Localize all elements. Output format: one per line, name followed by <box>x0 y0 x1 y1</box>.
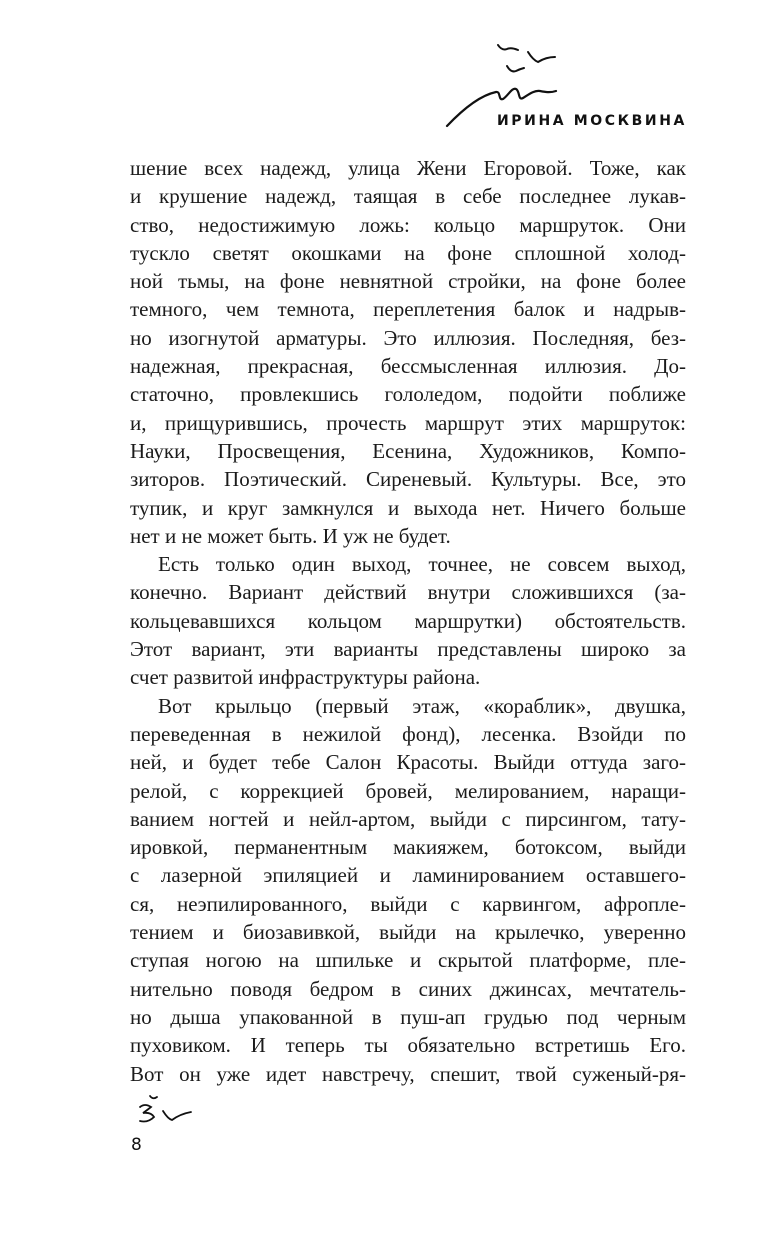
text-line: и, прищурившись, прочесть маршрут этих маршруток: <box>130 410 686 435</box>
text-line: тускло светят окошками на фоне сплошной холод- <box>130 240 686 265</box>
text-line: ступая ногою на шпильке и скрытой платформе, пле- <box>130 948 686 973</box>
paragraph <box>130 550 686 691</box>
text-line: нет и не может быть. И уж не будет. <box>130 523 451 548</box>
text-line: переведенная в нежилой фонд), лесенка. Взойди по <box>130 721 686 746</box>
text-line: ной тьмы, на фоне невнятной стройки, на фоне более <box>130 269 686 294</box>
text-line: счет развитой инфраструктуры района. <box>130 665 481 690</box>
paragraph <box>130 692 686 1088</box>
text-line: Вот он уже идет навстречу, спешит, твой суженый-ря- <box>130 1061 686 1086</box>
text-line: но изогнутой арматуры. Это иллюзия. Последняя, без- <box>130 325 686 350</box>
text-line: но дыша упакованной в пуш-ап грудью под черным <box>130 1004 686 1029</box>
text-line: тением и биозавивкой, выйди на крылечко, уверенно <box>130 920 686 945</box>
text-line: ировкой, перманентным макияжем, ботоксом, выйди <box>130 835 686 860</box>
text-line: надежная, прекрасная, бессмысленная иллюзия. До- <box>130 354 686 379</box>
text-line: Вот крыльцо (первый этаж, «кораблик», двушка, <box>158 693 686 718</box>
text-line: Есть только один выход, точнее, не совсем выход, <box>158 552 686 577</box>
page-number: 8 <box>131 1135 142 1155</box>
running-header <box>0 0 768 150</box>
text-line: ванием ногтей и нейл-артом, выйди с пирсингом, тату- <box>130 806 686 831</box>
body-text <box>130 154 686 1088</box>
text-line: Этот вариант, эти варианты представлены широко за <box>130 637 686 662</box>
text-line: конечно. Вариант действий внутри сложившихся (за- <box>130 580 686 605</box>
text-line: нительно поводя бедром в синих джинсах, мечтатель- <box>130 976 686 1001</box>
text-line: пуховиком. И теперь ты обязательно встретишь Его. <box>130 1033 686 1058</box>
author-name: ИРИНА МОСКВИНА <box>496 113 687 129</box>
text-line: шение всех надежд, улица Жени Егоровой. Тоже, как <box>130 156 686 180</box>
text-line: с лазерной эпиляцией и ламинированием оставшего- <box>130 863 686 888</box>
text-line: статочно, провлекшись гололедом, подойти поближе <box>130 382 686 407</box>
text-line: кольцевавшихся кольцом маршрутки) обстоятельств. <box>130 608 686 633</box>
bird-ornament-icon <box>130 1090 200 1130</box>
paragraph <box>130 154 686 550</box>
text-line: Науки, Просвещения, Есенина, Художников, Компо- <box>130 438 686 463</box>
text-line: релой, с коррекцией бровей, мелированием, наращи- <box>130 778 686 803</box>
text-line: ней, и будет тебе Салон Красоты. Выйди оттуда заго- <box>130 750 686 775</box>
text-line: и крушение надежд, таящая в себе последнее лукав- <box>130 184 686 209</box>
text-line: темного, чем темнота, переплетения балок и надрыв- <box>130 297 686 322</box>
text-line: ся, неэпилированного, выйди с карвингом, афропле- <box>130 891 686 916</box>
text-line: тупик, и круг замкнулся и выхода нет. Ничего больше <box>130 495 686 520</box>
text-line: зиторов. Поэтический. Сиреневый. Культуры. Все, это <box>130 467 686 492</box>
text-line: ство, недостижимую ложь: кольцо маршруток. Они <box>130 212 686 237</box>
